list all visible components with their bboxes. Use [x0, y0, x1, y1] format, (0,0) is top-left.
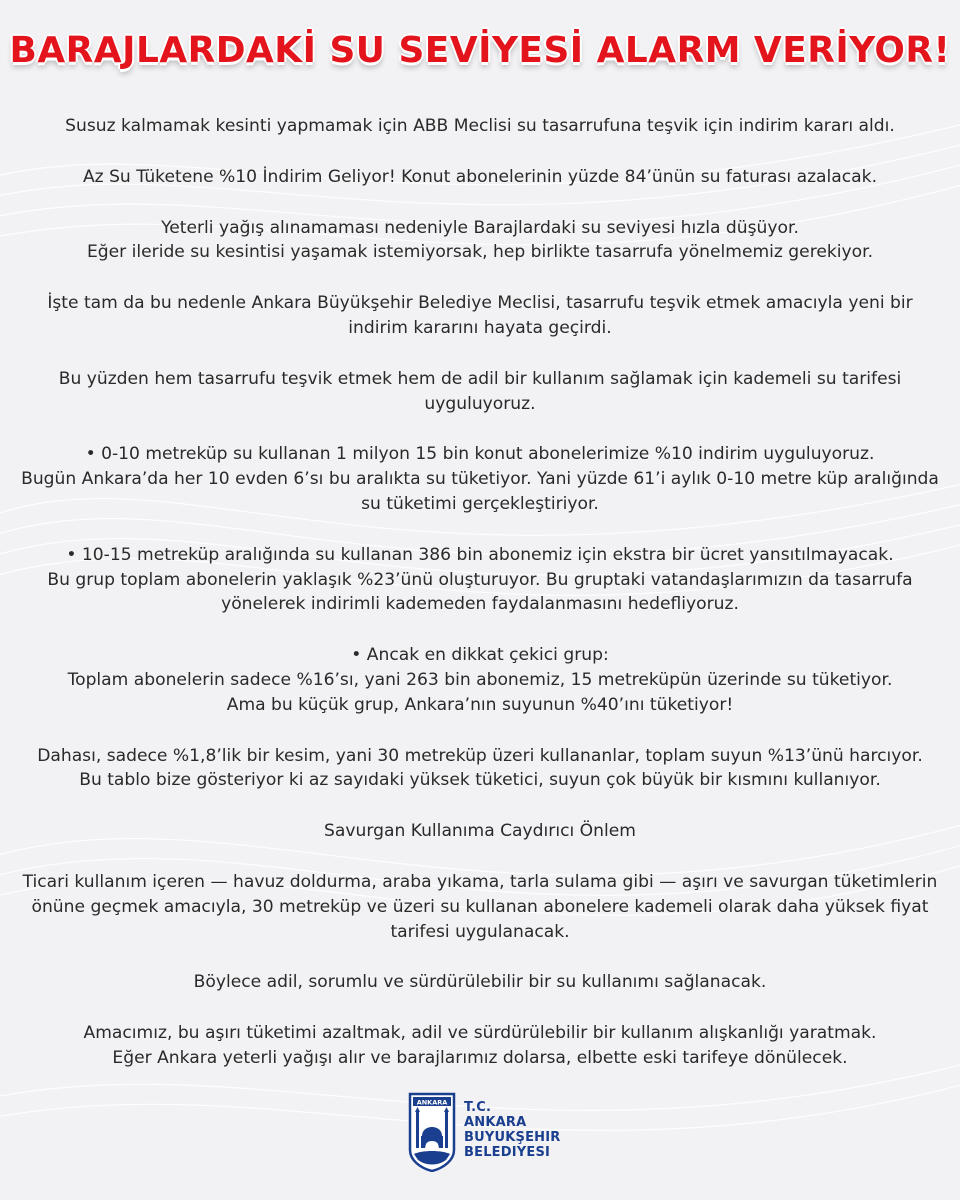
paragraph-line: Ama bu küçük grup, Ankara’nın suyunun %40’ını tüketiyor!: [226, 694, 734, 715]
paragraph: [10, 114, 950, 139]
paragraph-line: Bugün Ankara’da her 10 evden 6’sı bu aralıkta su tüketiyor. Yani yüzde 61’i aylık 0-10 metre küp aralığında: [21, 469, 939, 490]
logo-line-ankara: ANKARA: [464, 1115, 527, 1130]
paragraph: [10, 1021, 950, 1071]
paragraph-line: Toplam abonelerin sadece %16’sı, yani 263 bin abonemiz, 15 metreküpün üzerinde su tüketiyor.: [67, 669, 893, 690]
paragraph-line: tarifesi uygulanacak.: [390, 921, 570, 942]
logo-line-belediyesi: BELEDIYESI: [464, 1145, 551, 1160]
ankara-emblem-icon: [408, 1092, 456, 1172]
paragraph-line: indirim kararını hayata geçirdi.: [348, 317, 612, 338]
paragraph-line: Ticari kullanım içeren — havuz doldurma, araba yıkama, tarla sulama gibi — aşırı ve savurgan tüketimlerin: [22, 871, 938, 892]
paragraph-line: Dahası, sadece %1,8’lik bir kesim, yani 30 metreküp üzeri kullananlar, toplam suyun %13’ünü harcıyor.: [37, 745, 923, 766]
paragraph-line: İşte tam da bu nedenle Ankara Büyükşehir Belediye Meclisi, tasarrufu teşvik etmek amacıyla yeni bir: [47, 293, 913, 314]
paragraph: [10, 367, 950, 417]
paragraph-line: Eğer Ankara yeterli yağışı alır ve barajlarımız dolarsa, elbette eski tarifeye dönülecek.: [112, 1047, 848, 1068]
paragraph-line: Yeterli yağış alınamaması nedeniyle Barajlardaki su seviyesi hızla düşüyor.: [161, 217, 799, 238]
paragraph-line: Eğer ileride su kesintisi yaşamak istemiyorsak, hep birlikte tasarrufa yönelmemiz gerekiyor.: [86, 242, 874, 263]
paragraph-line: Az Su Tüketene %10 İndirim Geliyor! Konut abonelerinin yüzde 84’ünün su faturası azalacak.: [82, 166, 878, 187]
paragraph: [10, 543, 950, 617]
paragraph-line: Susuz kalmamak kesinti yapmamak için ABB Meclisi su tasarrufuna teşvik için indirim kararı aldı.: [65, 116, 895, 136]
paragraph: [10, 216, 950, 266]
paragraph-line: • 10-15 metreküp aralığında su kullanan 386 bin abonemiz için ekstra bir ücret yansıtılmayacak.: [66, 544, 894, 565]
article-body: [10, 114, 950, 1071]
paragraph-line: • Ancak en dikkat çekici grup:: [351, 645, 609, 666]
logo-line-buyuksehir: BUYUKŞEHIR: [464, 1130, 561, 1145]
paragraph-line: Bu tablo bize gösteriyor ki az sayıdaki yüksek tüketici, suyun çok büyük bir kısmını kullanıyor.: [79, 770, 881, 791]
paragraph-line: önüne geçmek amacıyla, 30 metreküp ve üzeri su kullanan abonelere kademeli olarak daha yüksek fiyat: [31, 896, 929, 917]
paragraph-line: su tüketimi gerçekleştiriyor.: [361, 493, 599, 514]
paragraph-line: • 0-10 metreküp su kullanan 1 milyon 15 bin konut abonelerimize %10 indirim uyguluyoruz.: [85, 444, 875, 465]
paragraph: [10, 970, 950, 995]
paragraph: [10, 819, 950, 844]
paragraph-line: Bu yüzden hem tasarrufu teşvik etmek hem de adil bir kullanım sağlamak için kademeli su tarifesi: [58, 368, 902, 389]
paragraph-line: Savurgan Kullanıma Caydırıcı Önlem: [324, 821, 636, 842]
paragraph-line: uyguluyoruz.: [424, 393, 536, 414]
paragraph: [10, 870, 950, 944]
paragraph-line: yönelerek indirimli kademeden faydalanmasını hedefliyoruz.: [221, 594, 739, 615]
logo-line-tc: T.C.: [464, 1100, 492, 1115]
paragraph: [10, 744, 950, 794]
paragraph-line: Bu grup toplam abonelerin yaklaşık %23’ünü oluşturuyor. Bu gruptaki vatandaşlarımızın da tasarrufa: [47, 569, 913, 590]
paragraph-line: Böylece adil, sorumlu ve sürdürülebilir bir su kullanımı sağlanacak.: [193, 972, 767, 993]
paragraph: [10, 291, 950, 341]
paragraph: [10, 165, 950, 190]
paragraph-line: Amacımız, bu aşırı tüketimi azaltmak, adil ve sürdürülebilir bir kullanım alışkanlığı yaratmak.: [83, 1023, 877, 1044]
ankara-buyuksehir-logo: [408, 1092, 568, 1172]
emblem-label: ANKARA: [416, 1098, 448, 1107]
page-title: BARAJLARDAKİ SU SEVİYESİ ALARM VERİYOR!: [9, 30, 951, 71]
paragraph: [10, 442, 950, 516]
logo-text: [464, 1100, 560, 1160]
paragraph: [10, 643, 950, 717]
